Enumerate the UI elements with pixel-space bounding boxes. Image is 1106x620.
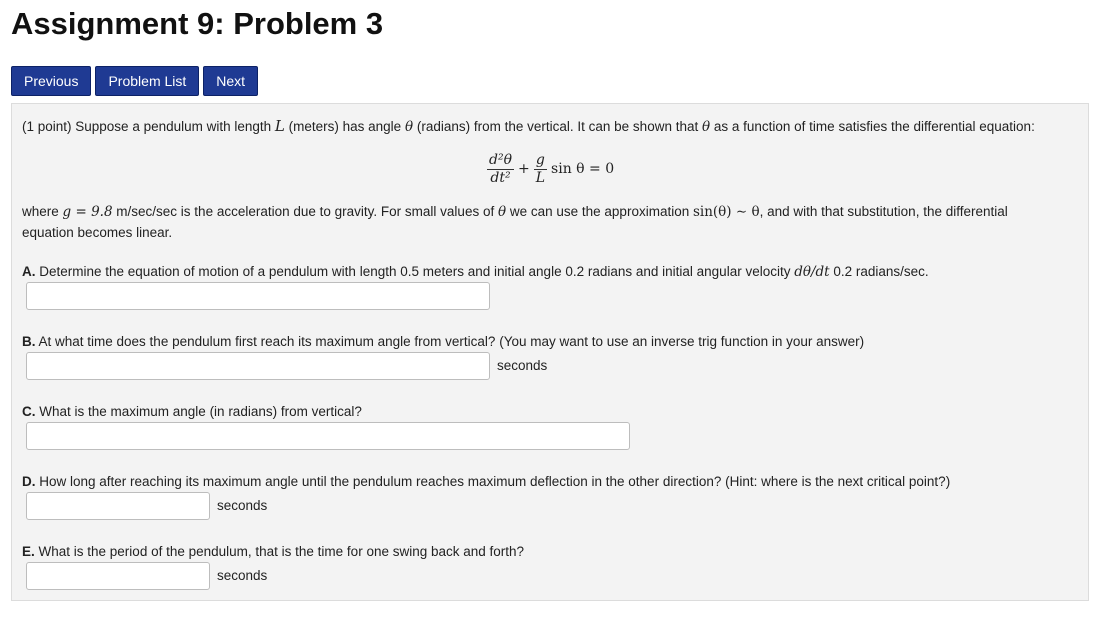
answer-c-input[interactable]: [26, 422, 630, 450]
answer-e-unit: seconds: [217, 568, 268, 583]
approximation: sin(θ) ∼ θ: [692, 204, 760, 220]
intro-text: [22, 117, 1035, 135]
var-theta: θ: [404, 119, 414, 135]
answer-e-input[interactable]: [26, 562, 210, 590]
question-e: [22, 544, 524, 559]
var-theta-3: θ: [497, 204, 507, 220]
fraction-d2theta-dt2: [487, 152, 514, 185]
next-button[interactable]: Next: [203, 66, 258, 96]
intro-part-1: (1 point) Suppose a pendulum with length: [22, 119, 275, 134]
var-theta-2: θ: [701, 119, 711, 135]
where-part-2: m/sec/sec is the acceleration due to gravity. For small values of: [112, 204, 498, 219]
question-c-text: What is the maximum angle (in radians) from vertical?: [35, 404, 362, 419]
previous-button[interactable]: Previous: [11, 66, 91, 96]
question-d-label: D.: [22, 474, 36, 489]
eq-numerator-1: d²θ: [489, 152, 513, 169]
question-a-tail: 0.2 radians/sec.: [829, 264, 929, 279]
question-d: [22, 474, 950, 489]
answer-b-unit: seconds: [497, 358, 548, 373]
problem-body: [11, 103, 1089, 601]
where-part-3: we can use the approximation: [506, 204, 693, 219]
intro-part-3: (radians) from the vertical. It can be shown that: [413, 119, 702, 134]
eq-denominator-1: dt²: [490, 169, 511, 186]
eq-denominator-2: L: [535, 169, 546, 186]
where-text: [22, 204, 1008, 220]
where-part-1: where: [22, 204, 63, 219]
question-a-label: A.: [22, 264, 36, 279]
where-text-line2: equation becomes linear.: [22, 225, 173, 240]
eq-numerator-2: g: [535, 152, 545, 169]
question-d-text: How long after reaching its maximum angle until the pendulum reaches maximum deflection in the other direction? (Hint: where is the next critical point?): [35, 474, 951, 489]
question-a-text: Determine the equation of motion of a pendulum with length 0.5 meters and initial angle 0.2 radians and initial angular velocity: [35, 264, 795, 279]
var-L: L: [274, 117, 285, 135]
answer-d-unit: seconds: [217, 498, 268, 513]
page-title: Assignment 9: Problem 3: [11, 6, 384, 41]
question-c-label: C.: [22, 404, 36, 419]
question-e-label: E.: [22, 544, 35, 559]
eq-tail: sin θ = 0: [551, 161, 615, 177]
dtheta-dt: dθ/dt: [794, 264, 830, 280]
question-e-text: What is the period of the pendulum, that is the time for one swing back and forth?: [34, 544, 525, 559]
question-a: [22, 264, 929, 280]
intro-part-2: (meters) has angle: [284, 119, 405, 134]
answer-a-input[interactable]: [26, 282, 490, 310]
differential-equation: [487, 148, 614, 190]
g-value: g = 9.8: [62, 204, 113, 220]
problem-nav: [11, 66, 258, 96]
intro-part-4: as a function of time satisfies the differential equation:: [710, 119, 1035, 134]
eq-plus: +: [518, 161, 530, 177]
fraction-g-L: [534, 152, 547, 185]
answer-d-input[interactable]: [26, 492, 210, 520]
answer-b-input[interactable]: [26, 352, 490, 380]
question-b: [22, 334, 864, 349]
where-part-4: , and with that substitution, the differential: [759, 204, 1008, 219]
question-c: [22, 404, 362, 419]
question-b-label: B.: [22, 334, 36, 349]
problem-list-button[interactable]: Problem List: [95, 66, 199, 96]
question-b-text: At what time does the pendulum first reach its maximum angle from vertical? (You may want to use an inverse trig function in your answer): [35, 334, 865, 349]
